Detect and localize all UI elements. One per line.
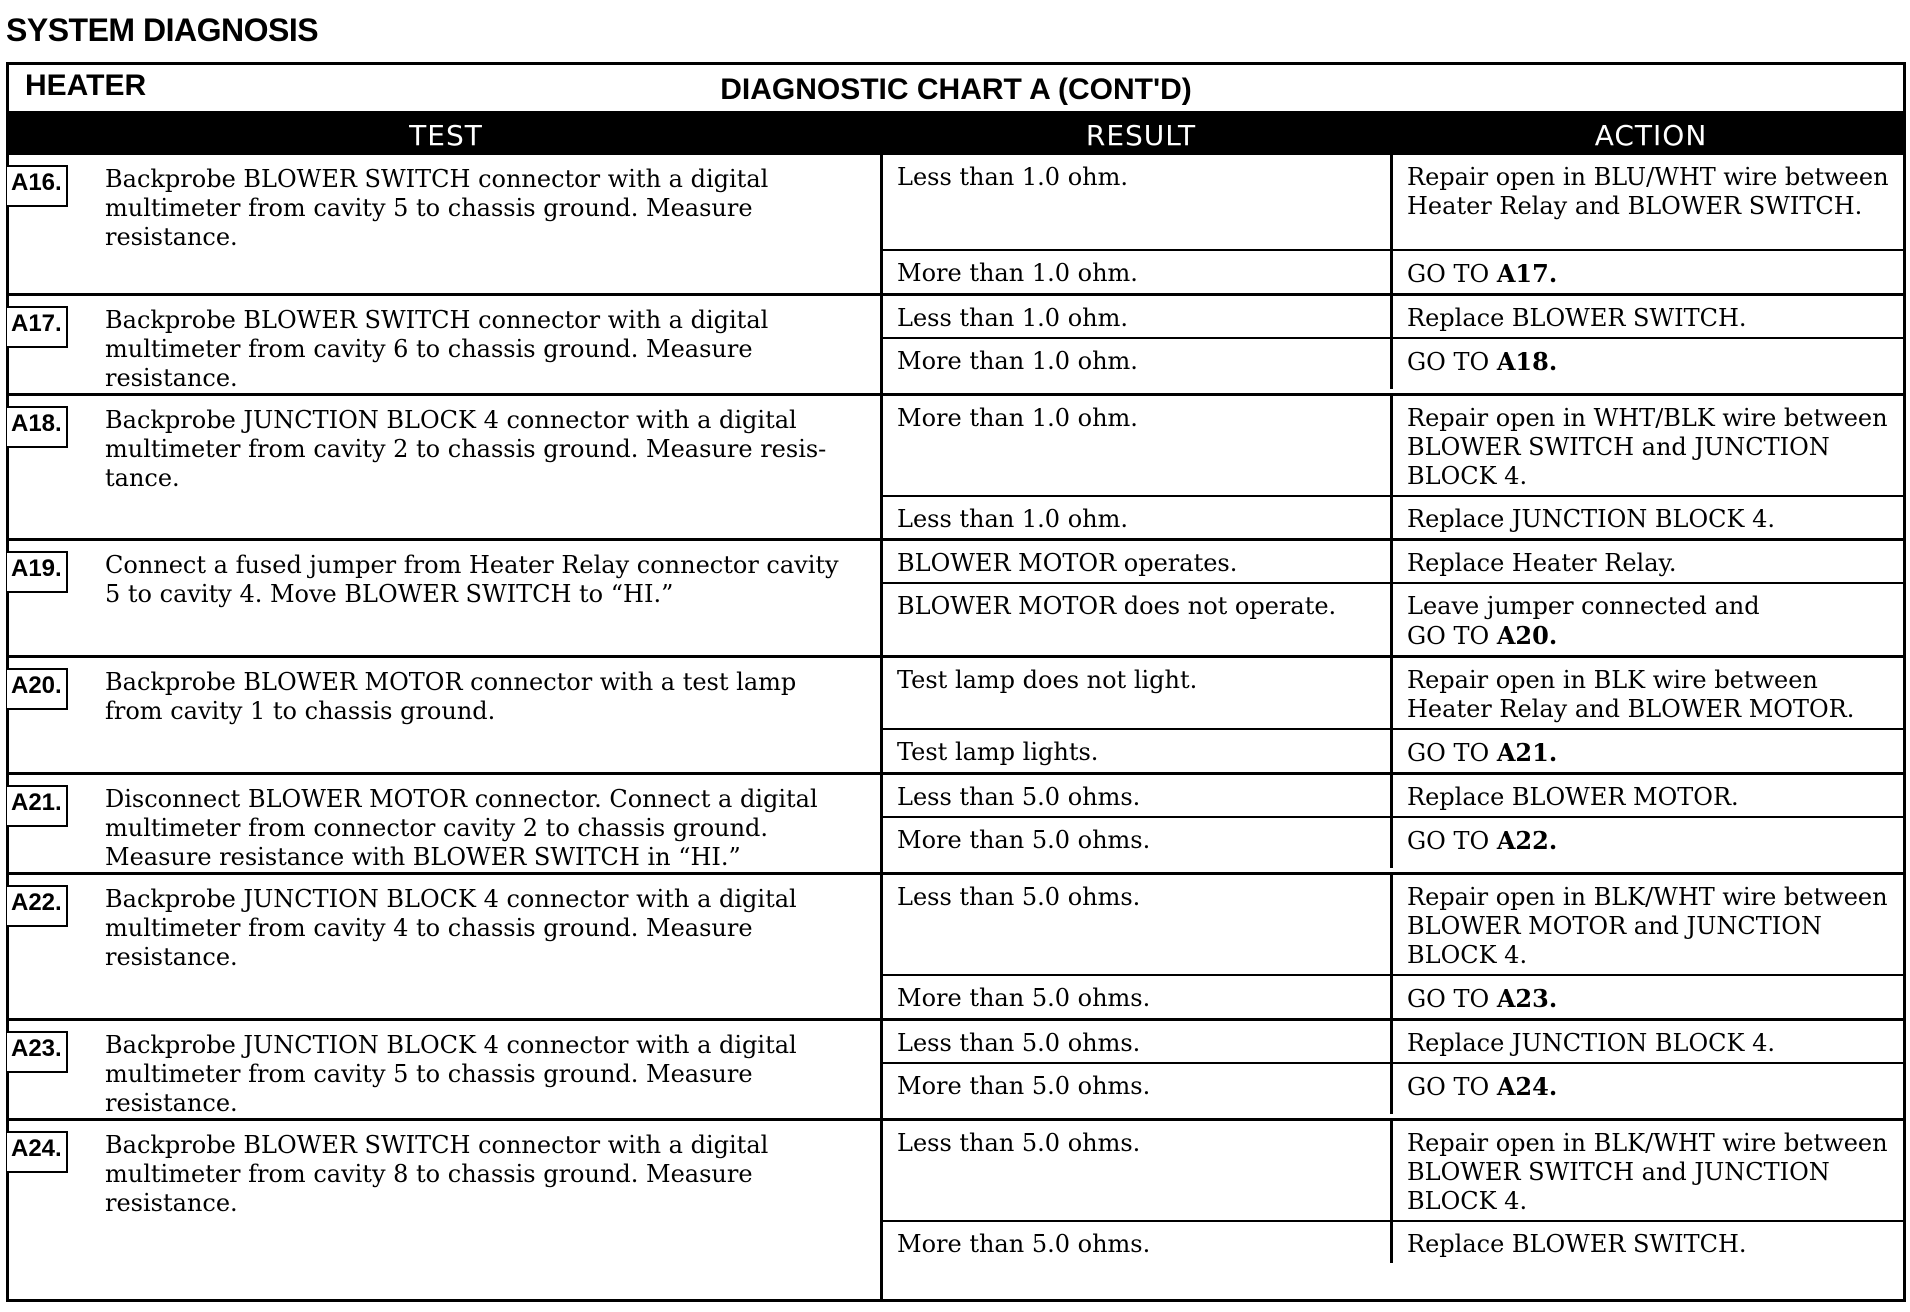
goto-target: A20. bbox=[1496, 621, 1558, 650]
result-cell: More than 1.0 ohm. bbox=[883, 251, 1393, 293]
goto-prefix: GO TO bbox=[1407, 260, 1490, 288]
outcomes bbox=[883, 1121, 1903, 1299]
outcome-row bbox=[883, 1021, 1903, 1064]
result-cell: Less than 1.0 ohm. bbox=[883, 296, 1393, 337]
step-id-badge: A17. bbox=[7, 306, 68, 348]
action-text: Replace BLOWER MOTOR. bbox=[1407, 783, 1739, 811]
goto-target: A17. bbox=[1496, 259, 1558, 288]
outcomes bbox=[883, 775, 1903, 872]
step-id-badge: A22. bbox=[7, 885, 68, 927]
test-description: Backprobe BLOWER SWITCH connector with a digital multimeter from cavity 6 to chassis ground. Measure resistance. bbox=[105, 306, 769, 392]
action-text: Replace Heater Relay. bbox=[1407, 549, 1677, 577]
outcome-row bbox=[883, 818, 1903, 868]
result-cell: Less than 5.0 ohms. bbox=[883, 875, 1393, 974]
goto-target: A23. bbox=[1496, 984, 1558, 1013]
test-cell bbox=[9, 396, 883, 538]
action-text: Repair open in BLK wire between Heater Relay and BLOWER MOTOR. bbox=[1407, 666, 1855, 723]
outcome-row bbox=[883, 497, 1903, 538]
step-id-badge: A24. bbox=[7, 1131, 68, 1173]
chart-titlebar bbox=[9, 65, 1903, 113]
diagnostic-chart bbox=[6, 62, 1906, 1302]
action-cell bbox=[1393, 1021, 1903, 1062]
action-text: Repair open in BLK/WHT wire between BLOWER MOTOR and JUNCTION BLOCK 4. bbox=[1407, 883, 1888, 969]
column-header-test: TEST bbox=[409, 119, 483, 152]
outcome-row bbox=[883, 584, 1903, 655]
result-cell: BLOWER MOTOR operates. bbox=[883, 541, 1393, 582]
action-cell bbox=[1393, 541, 1903, 582]
action-cell bbox=[1393, 875, 1903, 974]
step-id-badge: A23. bbox=[7, 1031, 68, 1073]
action-cell bbox=[1393, 584, 1903, 655]
action-cell bbox=[1393, 339, 1903, 389]
test-description: Backprobe JUNCTION BLOCK 4 connector with a digital multimeter from cavity 4 to chassis ground. Measure resistance. bbox=[105, 885, 797, 971]
test-cell bbox=[9, 658, 883, 772]
test-description: Backprobe JUNCTION BLOCK 4 connector with a digital multimeter from cavity 2 to chassis ground. Measure resis-tance. bbox=[105, 406, 827, 492]
result-cell: More than 1.0 ohm. bbox=[883, 339, 1393, 389]
action-cell bbox=[1393, 155, 1903, 249]
result-cell: Test lamp lights. bbox=[883, 730, 1393, 772]
action-text: Replace BLOWER SWITCH. bbox=[1407, 1230, 1747, 1258]
action-cell bbox=[1393, 730, 1903, 772]
test-description: Connect a fused jumper from Heater Relay connector cavity 5 to cavity 4. Move BLOWER SWITCH to “HI.” bbox=[105, 551, 839, 608]
test-cell bbox=[9, 875, 883, 1018]
column-header-action: ACTION bbox=[1594, 119, 1708, 152]
outcome-row bbox=[883, 155, 1903, 251]
result-cell: More than 5.0 ohms. bbox=[883, 1222, 1393, 1263]
result-cell: Less than 5.0 ohms. bbox=[883, 1121, 1393, 1220]
result-cell: More than 5.0 ohms. bbox=[883, 1064, 1393, 1114]
test-cell bbox=[9, 541, 883, 655]
action-cell bbox=[1393, 818, 1903, 868]
outcomes bbox=[883, 396, 1903, 538]
outcome-row bbox=[883, 658, 1903, 730]
outcomes bbox=[883, 875, 1903, 1018]
column-headers bbox=[9, 113, 1903, 155]
step-id-badge: A16. bbox=[7, 165, 68, 207]
result-cell: Less than 5.0 ohms. bbox=[883, 775, 1393, 816]
action-cell bbox=[1393, 775, 1903, 816]
outcome-row bbox=[883, 1222, 1903, 1263]
goto-prefix: GO TO bbox=[1407, 739, 1490, 767]
goto-target: A21. bbox=[1496, 738, 1558, 767]
action-cell bbox=[1393, 296, 1903, 337]
goto-prefix: GO TO bbox=[1407, 1073, 1490, 1101]
action-text: Replace JUNCTION BLOCK 4. bbox=[1407, 505, 1775, 533]
goto-prefix: GO TO bbox=[1407, 622, 1490, 650]
step-id-badge: A21. bbox=[7, 785, 68, 827]
diagnostic-step bbox=[9, 1021, 1903, 1121]
page-heading: SYSTEM DIAGNOSIS bbox=[6, 12, 319, 48]
step-id-badge: A18. bbox=[7, 406, 68, 448]
action-text: Repair open in BLU/WHT wire between Heater Relay and BLOWER SWITCH. bbox=[1407, 163, 1889, 220]
test-cell bbox=[9, 155, 883, 293]
action-cell bbox=[1393, 497, 1903, 538]
test-description: Backprobe JUNCTION BLOCK 4 connector with a digital multimeter from cavity 5 to chassis ground. Measure resistance. bbox=[105, 1031, 797, 1117]
result-cell: Less than 5.0 ohms. bbox=[883, 1021, 1393, 1062]
diagnostic-step bbox=[9, 658, 1903, 775]
action-cell bbox=[1393, 976, 1903, 1018]
outcome-row bbox=[883, 296, 1903, 339]
test-cell bbox=[9, 1021, 883, 1118]
test-cell bbox=[9, 775, 883, 872]
step-id-badge: A20. bbox=[7, 668, 68, 710]
section-label: HEATER bbox=[25, 69, 147, 102]
diagnostic-step bbox=[9, 775, 1903, 875]
diagnostic-step bbox=[9, 541, 1903, 658]
test-description: Backprobe BLOWER SWITCH connector with a digital multimeter from cavity 5 to chassis ground. Measure resistance. bbox=[105, 165, 769, 251]
result-cell: More than 5.0 ohms. bbox=[883, 818, 1393, 868]
outcome-row bbox=[883, 976, 1903, 1018]
goto-target: A18. bbox=[1496, 347, 1558, 376]
result-cell: BLOWER MOTOR does not operate. bbox=[883, 584, 1393, 655]
diagnostic-step bbox=[9, 155, 1903, 296]
result-cell: More than 5.0 ohms. bbox=[883, 976, 1393, 1018]
result-cell: Less than 1.0 ohm. bbox=[883, 497, 1393, 538]
outcome-row bbox=[883, 1064, 1903, 1114]
action-text: Replace BLOWER SWITCH. bbox=[1407, 304, 1747, 332]
outcome-row bbox=[883, 875, 1903, 976]
diagnostic-step bbox=[9, 296, 1903, 396]
action-cell bbox=[1393, 1064, 1903, 1114]
result-cell: More than 1.0 ohm. bbox=[883, 396, 1393, 495]
outcomes bbox=[883, 1021, 1903, 1118]
action-text: Replace JUNCTION BLOCK 4. bbox=[1407, 1029, 1775, 1057]
action-cell bbox=[1393, 251, 1903, 293]
action-text: Repair open in BLK/WHT wire between BLOWER SWITCH and JUNCTION BLOCK 4. bbox=[1407, 1129, 1888, 1215]
outcomes bbox=[883, 296, 1903, 393]
goto-prefix: GO TO bbox=[1407, 827, 1490, 855]
outcomes bbox=[883, 541, 1903, 655]
goto-target: A22. bbox=[1496, 826, 1558, 855]
goto-prefix: GO TO bbox=[1407, 348, 1490, 376]
test-cell bbox=[9, 296, 883, 393]
test-description: Disconnect BLOWER MOTOR connector. Connect a digital multimeter from connector cavity 2 to chassis ground. Measure resistance with BLOWER SWITCH in “HI.” bbox=[105, 785, 818, 871]
test-description: Backprobe BLOWER SWITCH connector with a digital multimeter from cavity 8 to chassis ground. Measure resistance. bbox=[105, 1131, 769, 1217]
diagnostic-step bbox=[9, 1121, 1903, 1299]
outcomes bbox=[883, 155, 1903, 293]
diagnostic-steps bbox=[9, 155, 1903, 1299]
diagnostic-step bbox=[9, 875, 1903, 1021]
action-cell bbox=[1393, 396, 1903, 495]
action-cell bbox=[1393, 1222, 1903, 1263]
action-cell bbox=[1393, 1121, 1903, 1220]
result-cell: Test lamp does not light. bbox=[883, 658, 1393, 728]
step-id-badge: A19. bbox=[7, 551, 68, 593]
outcome-row bbox=[883, 541, 1903, 584]
outcome-row bbox=[883, 775, 1903, 818]
test-description: Backprobe BLOWER MOTOR connector with a test lamp from cavity 1 to chassis ground. bbox=[105, 668, 797, 725]
action-cell bbox=[1393, 658, 1903, 728]
action-text: Repair open in WHT/BLK wire between BLOWER SWITCH and JUNCTION BLOCK 4. bbox=[1407, 404, 1888, 490]
outcome-row bbox=[883, 339, 1903, 389]
diagnostic-step bbox=[9, 396, 1903, 541]
goto-prefix: GO TO bbox=[1407, 985, 1490, 1013]
outcome-row bbox=[883, 1121, 1903, 1222]
action-text: Leave jumper connected and bbox=[1407, 592, 1760, 620]
goto-target: A24. bbox=[1496, 1072, 1558, 1101]
test-cell bbox=[9, 1121, 883, 1299]
outcomes bbox=[883, 658, 1903, 772]
result-cell: Less than 1.0 ohm. bbox=[883, 155, 1393, 249]
outcome-row bbox=[883, 251, 1903, 293]
outcome-row bbox=[883, 396, 1903, 497]
chart-title: DIAGNOSTIC CHART A (CONT'D) bbox=[720, 73, 1192, 106]
outcome-row bbox=[883, 730, 1903, 772]
column-header-result: RESULT bbox=[1085, 119, 1197, 152]
